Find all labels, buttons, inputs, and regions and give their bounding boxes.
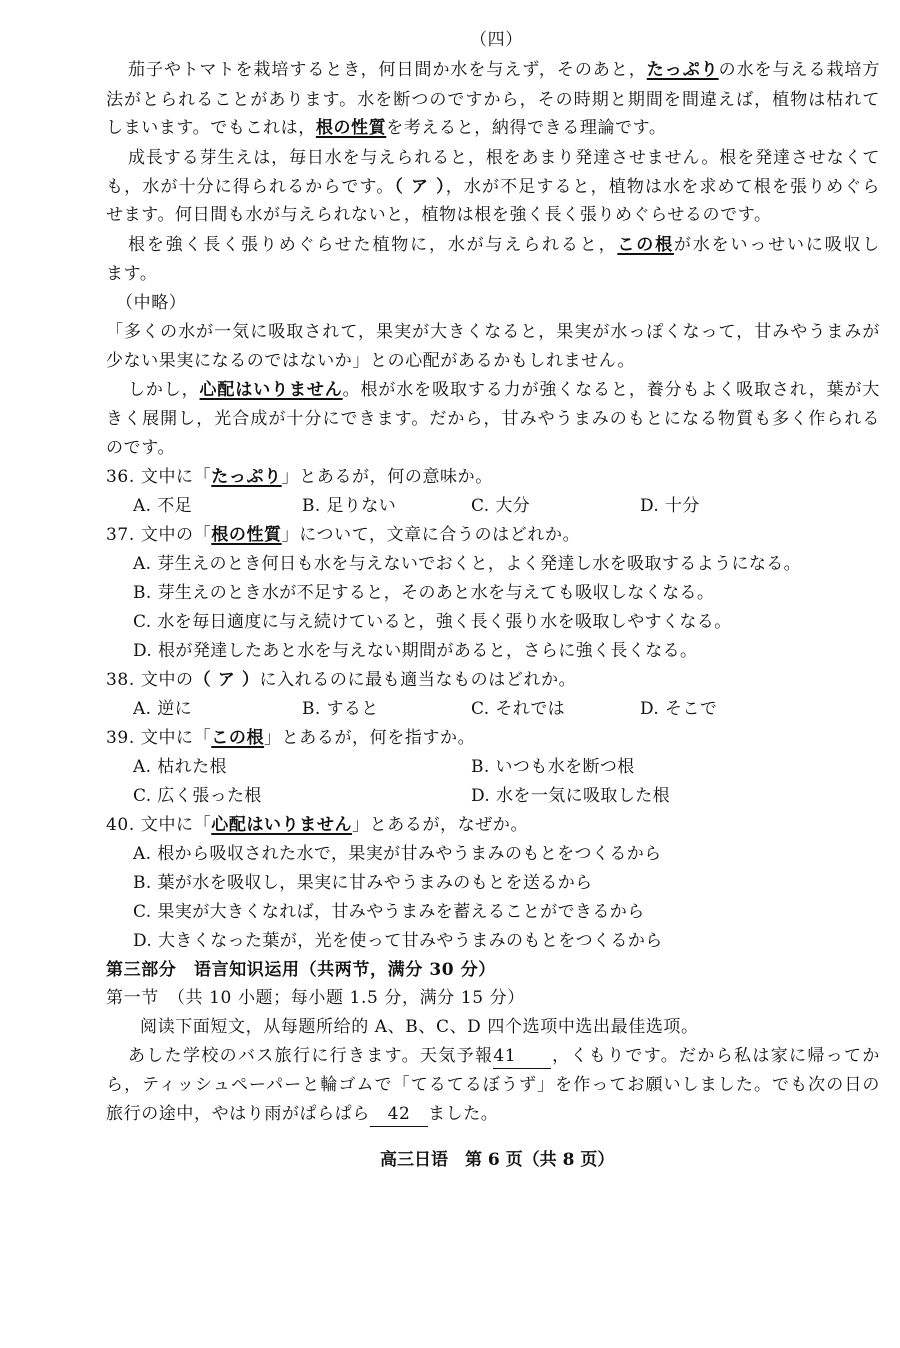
question-text: 」とあるが，何を指すか。 xyxy=(264,728,476,748)
question-text: 40. 文中に「 xyxy=(106,815,212,835)
question-36-option-b[interactable]: B. 足りない xyxy=(302,496,397,516)
underlined-term: この根 xyxy=(211,728,265,748)
underlined-term: 根の性質 xyxy=(315,118,387,138)
cloze-text: ら，ティッシュペーパーと輪ゴムで「てるてるぼうず」を作ってお願いしました。でも次の日の xyxy=(106,1075,880,1095)
underlined-term: 心配はいりません xyxy=(211,815,353,835)
passage-line xyxy=(106,262,157,286)
blank-42: 42 xyxy=(370,1102,428,1127)
question-text: 37. 文中の「 xyxy=(106,525,212,545)
question-39-option-a[interactable]: A. 枯れた根 xyxy=(133,757,227,777)
passage-line xyxy=(128,233,880,257)
question-40-stem xyxy=(106,813,528,837)
question-39-option-d[interactable]: D. 水を一気に吸取した根 xyxy=(471,786,671,806)
passage-text: きく展開し，光合成が十分にできます。だから，甘みやうまみのもとになる物質も多く作られる xyxy=(106,409,880,429)
passage-line xyxy=(106,116,667,140)
part3-section1-title: 第一节 （共 10 小题；每小题 1.5 分，满分 15 分） xyxy=(106,988,525,1008)
passage-text: 。根が水を吸取する力が強くなると，養分もよく吸取され，葉が大 xyxy=(342,380,880,400)
passage-line xyxy=(128,378,880,402)
passage-line xyxy=(106,349,635,373)
question-text: 」とあるが，なぜか。 xyxy=(352,815,529,835)
underlined-term: たっぷり xyxy=(646,60,719,80)
question-40-option-d[interactable]: D. 大きくなった葉が，光を使って甘みやうまみのもとをつくるから xyxy=(133,931,663,951)
underlined-term: この根 xyxy=(617,235,674,255)
passage-text: が水をいっせいに吸収し xyxy=(673,235,880,255)
question-39-stem xyxy=(106,726,475,750)
question-37-option-b[interactable]: B. 芽生えのとき水が不足すると，そのあと水を与えても吸収しなくなる。 xyxy=(133,583,715,603)
passage-text: のです。 xyxy=(106,438,176,458)
passage-line xyxy=(106,175,880,199)
question-37-option-a[interactable]: A. 芽生えのとき何日も水を与えないでおくと，よく発達し水を吸取するようになる。 xyxy=(133,554,802,574)
passage-line xyxy=(106,320,880,344)
question-39-option-c[interactable]: C. 広く張った根 xyxy=(133,786,262,806)
blank-41: 41 xyxy=(493,1044,551,1069)
passage-text: 少ない果実になるのではないか」との心配があるかもしれません。 xyxy=(106,351,636,371)
question-38-option-a[interactable]: A. 逆に xyxy=(133,699,193,719)
passage-number xyxy=(470,28,523,52)
passage-text: も，水が十分に得られるからです。 xyxy=(106,177,395,197)
passage-text: （中略） xyxy=(116,293,187,313)
passage-text: 成長する芽生えは，毎日水を与えられると，根をあまり発達させません。根を発達させなくて xyxy=(128,148,880,168)
passage-line xyxy=(106,436,175,460)
passage-line xyxy=(128,58,880,82)
question-37-option-d[interactable]: D. 根が発達したあと水を与えない期間があると，さらに強く長くなる。 xyxy=(133,641,698,661)
cloze-line xyxy=(106,1073,880,1097)
passage-text: 法がとられることがあります。水を断つのですから，その時期と期間を間違えば，植物は枯れて xyxy=(106,90,880,110)
question-40-option-a[interactable]: A. 根から吸収された水で，果実が甘みやうまみのもとをつくるから xyxy=(133,844,662,864)
part3-instruction: 阅读下面短文，从每题所给的 A、B、C、D 四个选项中选出最佳选项。 xyxy=(140,1017,699,1037)
blank-marker: （ ア ） xyxy=(193,670,260,690)
blank-marker: （ ア ） xyxy=(394,177,446,197)
passage-text: の水を与える栽培方 xyxy=(718,60,880,80)
question-36-stem xyxy=(106,465,493,489)
cloze-text: あした学校のバス旅行に行きます。天気予報 xyxy=(128,1046,494,1066)
question-text: 36. 文中に「 xyxy=(106,467,212,487)
passage-text: 茄子やトマトを栽培するとき，何日間か水を与えず，そのあと， xyxy=(128,60,647,80)
passage-text: 「多くの水が一気に吸取されて，果実が大きくなると，果実が水っぽくなって，甘みやうまみが xyxy=(106,322,880,342)
question-36-option-c[interactable]: C. 大分 xyxy=(471,496,531,516)
cloze-text: 旅行の途中，やはり雨がぱらぱら xyxy=(106,1104,370,1124)
cloze-text: ，くもりです。だから私は家に帰ってか xyxy=(551,1046,880,1066)
passage-text: しかし， xyxy=(128,380,200,400)
passage-omission xyxy=(116,291,186,315)
cloze-line xyxy=(106,1102,498,1127)
question-36-option-d[interactable]: D. 十分 xyxy=(640,496,700,516)
cloze-line xyxy=(128,1044,880,1069)
question-38-option-c[interactable]: C. それでは xyxy=(471,699,566,719)
question-text: 」について，文章に合うのはどれか。 xyxy=(281,525,581,545)
question-37-option-c[interactable]: C. 水を毎日適度に与え続けていると，強く長く張り水を吸取しやすくなる。 xyxy=(133,612,732,632)
passage-text: しまいます。でもこれは， xyxy=(106,118,316,138)
passage-line xyxy=(106,88,880,112)
question-text: 」とあるが，何の意味か。 xyxy=(281,467,493,487)
passage-text: ，水が不足すると，植物は水を求めて根を張りめぐら xyxy=(445,177,881,197)
question-text: に入れるのに最も適当なものはどれか。 xyxy=(259,670,577,690)
passage-text: を考えると，納得できる理論です。 xyxy=(386,118,667,138)
passage-text: ます。 xyxy=(106,264,158,284)
passage-line xyxy=(128,146,880,170)
passage-text: せます。何日間も水が与えられないと，植物は根を強く長く張りめぐらせるのです。 xyxy=(106,205,772,225)
underlined-term: たっぷり xyxy=(211,467,282,487)
question-40-option-b[interactable]: B. 葉が水を吸収し，果実に甘みやうまみのもとを送るから xyxy=(133,873,593,893)
passage-line xyxy=(106,203,772,227)
question-37-stem xyxy=(106,523,580,547)
cloze-text: ました。 xyxy=(428,1104,499,1124)
question-38-option-d[interactable]: D. そこで xyxy=(640,699,718,719)
question-39-option-b[interactable]: B. いつも水を断つ根 xyxy=(471,757,635,777)
question-text: 39. 文中に「 xyxy=(106,728,212,748)
underlined-term: 根の性質 xyxy=(211,525,282,545)
question-36-option-a[interactable]: A. 不足 xyxy=(133,496,193,516)
question-38-stem xyxy=(106,668,576,692)
underlined-term: 心配はいりません xyxy=(199,380,343,400)
page-footer: 高三日语 第 6 页（共 8 页） xyxy=(380,1150,615,1170)
part3-title: 第三部分 语言知识运用（共两节，满分 30 分） xyxy=(106,960,496,980)
question-40-option-c[interactable]: C. 果実が大きくなれば，甘みやうまみを蓄えることができるから xyxy=(133,902,645,922)
passage-line xyxy=(106,407,880,431)
passage-number-text: （四） xyxy=(470,30,523,50)
question-38-option-b[interactable]: B. すると xyxy=(302,699,379,719)
question-text: 38. 文中の xyxy=(106,670,194,690)
passage-text: 根を強く長く張りめぐらせた植物に，水が与えられると， xyxy=(128,235,618,255)
